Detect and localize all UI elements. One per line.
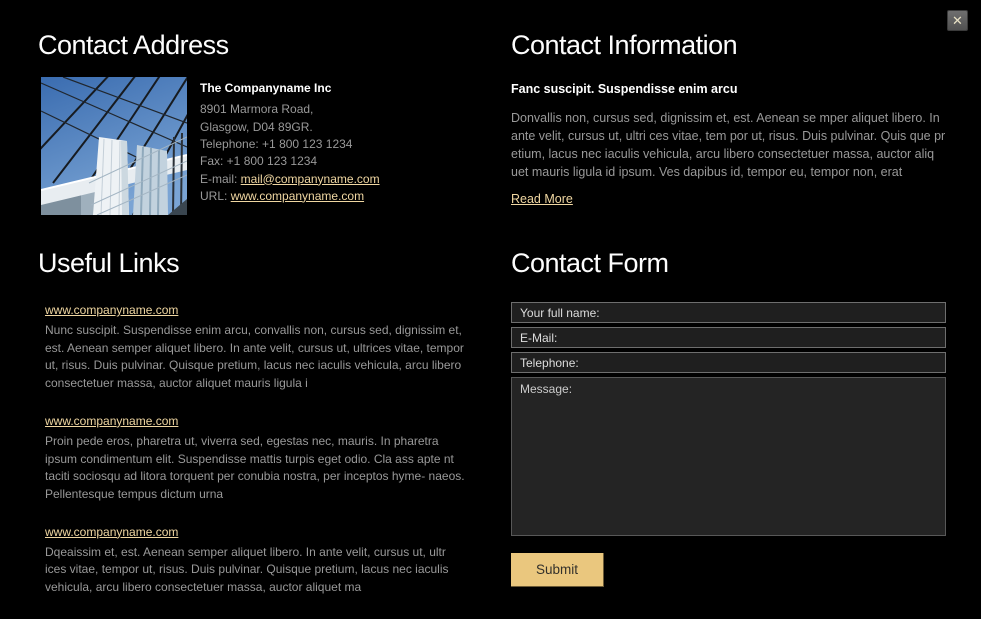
telephone-field[interactable] (511, 352, 946, 373)
links-list (38, 301, 470, 597)
url-label: URL: (200, 188, 231, 203)
fax-line: Fax: +1 800 123 1234 (200, 154, 318, 169)
contact-address-heading: Contact Address (38, 30, 229, 60)
email-label: E-mail: (200, 171, 241, 186)
url-line (200, 188, 380, 205)
contact-form-heading: Contact Form (511, 248, 669, 278)
address-details (200, 77, 380, 215)
useful-link-3-text: Dqeaissim et, est. Aenean semper aliquet libero. In ante velit, cursus ut, ultr ices vitae, tempor ut, risus. Duis pulvinar. Quisque pretium, lacus nec iaculis vehicula, arcu libero consectetuer massa, auctor aliquet ma (45, 544, 449, 595)
email-line (200, 171, 380, 188)
close-button[interactable] (947, 10, 968, 31)
useful-link-3[interactable]: www.companyname.com (45, 524, 179, 539)
contact-information-section (511, 30, 948, 208)
address-line-2: Glasgow, D04 89GR. (200, 119, 313, 134)
telephone-line: Telephone: +1 800 123 1234 (200, 136, 353, 151)
message-field[interactable] (511, 377, 946, 536)
contact-form (511, 302, 948, 587)
info-subtitle: Fanc suscipit. Suspendisse enim arcu (511, 82, 738, 97)
address-line-1: 8901 Marmora Road, (200, 102, 314, 117)
useful-link-2-text: Proin pede eros, pharetra ut, viverra sed, egestas nec, mauris. In pharetra ipsum condimentum elit. Suspendisse mattis turpis eget odio. Cla ass apte nt taciti sociosqu ad litora torquent per conubia nostra, per inceptos hyme- naeos. Pellentesque tempus dictum urna (45, 433, 465, 501)
contact-form-section (511, 248, 948, 587)
info-paragraph: Donvallis non, cursus sed, dignissim et, est. Aenean se mper aliquet libero. In ante velit, cursus ut, ultri ces vitae, tem por ut, risus. Duis pulvinar. Quis que pr etium, lacus nec iaculis vehicula, arcu libero consectetuer massa, auctor aliq uet mauris ligula id ipsum. Ves dapibus id, tempor eu, tempor non, erat (511, 111, 946, 180)
submit-button[interactable]: Submit (511, 553, 604, 587)
list-item (45, 412, 470, 504)
list-item (45, 301, 470, 393)
email-field[interactable] (511, 327, 946, 348)
useful-links-heading: Useful Links (38, 248, 180, 278)
useful-link-1-text: Nunc suscipit. Suspendisse enim arcu, convallis non, cursus sed, dignissim et, est. Aenean semper aliquet libero. In ante velit, cursus ut, ultrices vitae, tempor ut, risus. Duis pulvinar. Quisque pretium, lacus nec iaculis vehicula, arcu libero consectetuer massa, auctor aliquet mauris ligula i (45, 323, 464, 391)
useful-link-1[interactable]: www.companyname.com (45, 303, 179, 318)
building-photo (41, 77, 187, 215)
fullname-field[interactable] (511, 302, 946, 323)
read-more-link[interactable]: Read More (511, 192, 573, 207)
list-item (45, 523, 470, 597)
close-icon: ✕ (952, 13, 963, 28)
useful-links-section (38, 248, 470, 597)
url-link[interactable]: www.companyname.com (230, 188, 365, 203)
contact-information-heading: Contact Information (511, 30, 738, 60)
company-name: The Companyname Inc (200, 81, 332, 96)
address-row (38, 77, 493, 215)
email-link[interactable]: mail@companyname.com (240, 171, 380, 186)
useful-link-2[interactable]: www.companyname.com (45, 413, 179, 428)
contact-address-section (38, 30, 493, 215)
